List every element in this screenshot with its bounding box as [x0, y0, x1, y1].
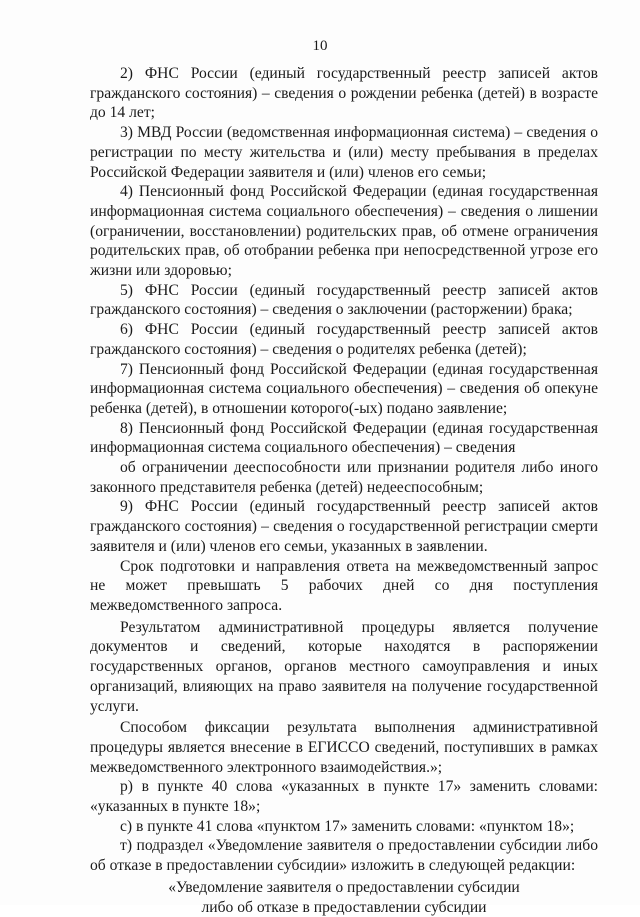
list-item-3: 3) МВД России (ведомственная информационная система) – сведения о регистрации по месту жительства и (или) месту пребывания в пределах Российской Федерации заявителя и (или) членов его семьи;: [90, 124, 598, 181]
list-item-5: 5) ФНС России (единый государственный реестр записей актов гражданского состояния) – сведения о заключении (расторжении) брака;: [90, 281, 598, 319]
list-item-8: 8) Пенсионный фонд Российской Федерации (единая государственная информационная система социального обеспечения) – сведения: [90, 419, 598, 457]
amendment-r: р) в пункте 40 слова «указанных в пункте 17» заменить словами: «указанных в пункте 18»;: [90, 778, 598, 816]
list-item-9: 9) ФНС России (единый государственный реестр записей актов гражданского состояния) – сведения о государственной регистрации смерти заявителя и (или) членов его семьи, указанных в заявлении.: [90, 498, 598, 555]
document-body: [90, 64, 598, 917]
subsection-heading: [90, 878, 598, 917]
list-item-8-continuation: об ограничении дееспособности или признании родителя либо иного законного представителя ребенка (детей) недееспособным;: [90, 459, 598, 496]
list-item-7: 7) Пенсионный фонд Российской Федерации (единая государственная информационная система социального обеспечения) – сведения об опекуне ребенка (детей), в отношении которого(-ых) подано заявление;: [90, 360, 598, 417]
deadline-paragraph: Срок подготовки и направления ответа на межведомственный запрос не может превышать 5 рабочих дней со дня поступления межведомственного запроса.: [90, 557, 598, 614]
list-item-4: 4) Пенсионный фонд Российской Федерации (единая государственная информационная система социального обеспечения) – сведения о лишении (ограничении, восстановлении) родительских прав, об отмене ограничения родительских прав, об отобрании ребенка при непосредственной угрозе его жизни или здоровью;: [90, 183, 598, 280]
recording-method-paragraph: Способом фиксации результата выполнения административной процедуры является внесение в ЕГИССО сведений, поступивших в рамках межведомственного электронного взаимодействия.»;: [90, 719, 598, 776]
page-number: 10: [312, 38, 328, 54]
amendment-s: с) в пункте 41 слова «пунктом 17» заменить словами: «пунктом 18»;: [120, 817, 575, 835]
list-item-6: 6) ФНС России (единый государственный реестр записей актов гражданского состояния) – сведения о родителях ребенка (детей);: [90, 321, 598, 358]
amendment-t: т) подраздел «Уведомление заявителя о предоставлении субсидии либо об отказе в предоставлении субсидии» изложить в следующей редакции:: [90, 837, 598, 875]
result-paragraph: Результатом административной процедуры является получение документов и сведений, которые находятся в распоряжении государственных органов, органов местного самоуправления и иных организаций, влияющих на право заявителя на получение государственной услуги.: [90, 618, 598, 715]
subsection-heading-line-2: либо об отказе в предоставлении субсидии: [201, 898, 487, 916]
list-item-2: 2) ФНС России (единый государственный реестр записей актов гражданского состояния) – сведения о рождении ребенка (детей) в возрасте до 14 лет;: [90, 65, 598, 122]
subsection-heading-line-1: «Уведомление заявителя о предоставлении субсидии: [168, 878, 520, 896]
